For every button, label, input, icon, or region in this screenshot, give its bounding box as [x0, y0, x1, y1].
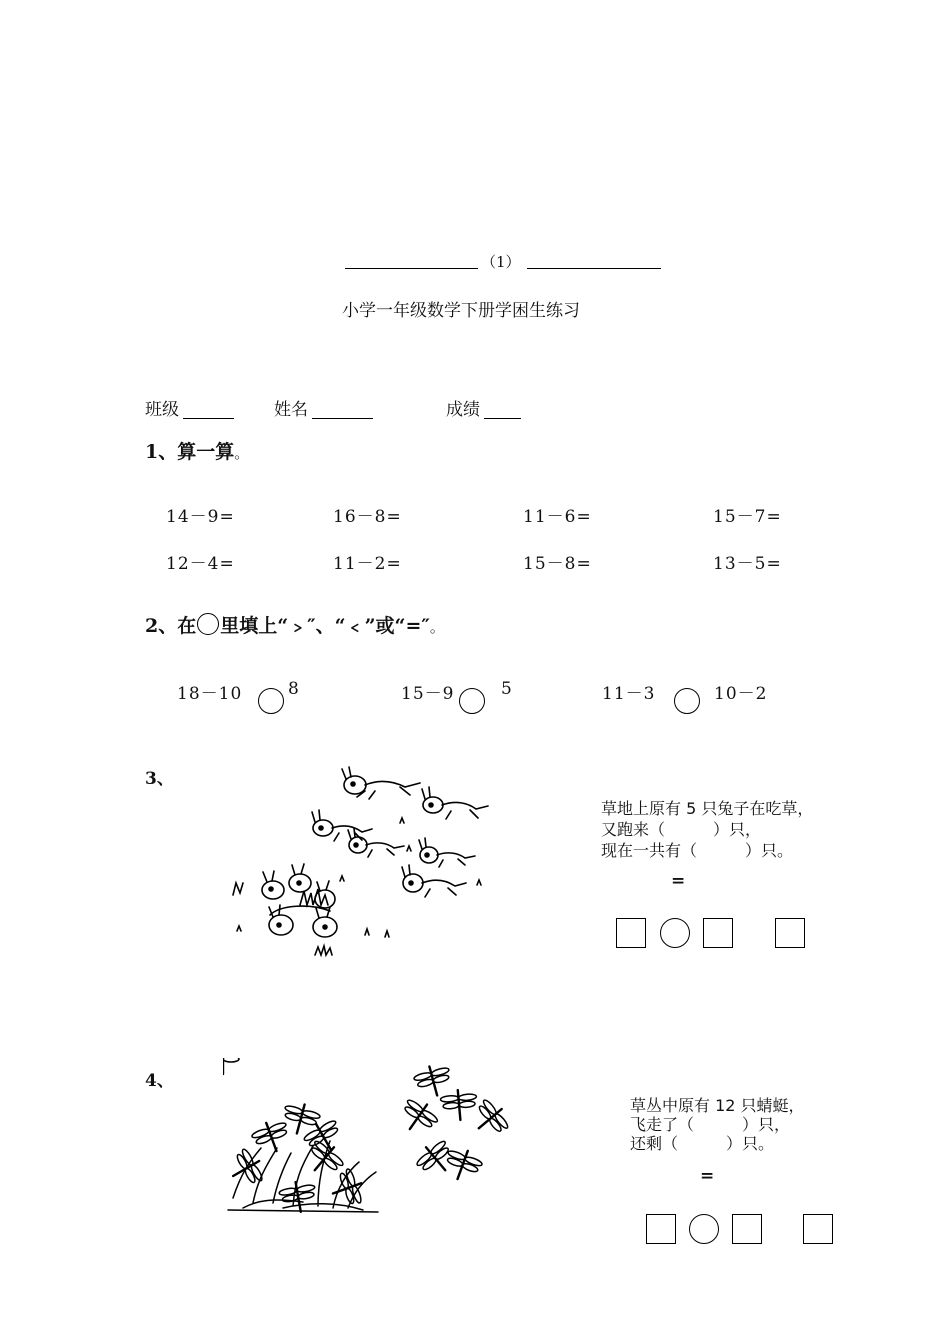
q3-answer-circle[interactable] [660, 918, 690, 948]
score-blank[interactable] [484, 418, 521, 419]
q3-answer-box-2[interactable] [703, 918, 733, 948]
q3-number: 3、 [145, 769, 174, 789]
q4-line-1: 草丛中原有 12 只蜻蜓， [630, 1096, 805, 1115]
q2-item-2-left: 15－9 [401, 684, 455, 704]
q1-heading-end: 。 [234, 444, 250, 462]
q1-heading [145, 437, 249, 464]
q2-heading-a: 2、在 [145, 615, 197, 637]
q2-item-1-left: 18－10 [177, 684, 243, 704]
q2-item-3-left: 11－3 [602, 684, 656, 704]
q3-line-1: 草地上原有 5 只兔子在吃草， [601, 799, 814, 818]
class-blank[interactable] [183, 418, 234, 419]
header-line-left [345, 268, 478, 269]
q2-item-1-circle[interactable] [258, 688, 284, 714]
header-line-right [527, 268, 661, 269]
q2-item-2-circle[interactable] [459, 688, 485, 714]
q1-heading-text: 算一算 [177, 441, 235, 463]
q1-eq-1-1: 14－9= [166, 507, 235, 527]
q4-answer-box-1[interactable] [646, 1214, 676, 1244]
q3-answer-box-3[interactable] [775, 918, 805, 948]
q4-line-2: 飞走了（ ）只， [630, 1115, 791, 1134]
rabbits-illustration [215, 765, 505, 965]
q2-item-3-circle[interactable] [674, 688, 700, 714]
q1-eq-1-2: 16－8= [333, 507, 402, 527]
page-title: 小学一年级数学下册学困生练习 [342, 301, 580, 321]
name-label: 姓名 [274, 400, 308, 420]
q4-answer-box-2[interactable] [732, 1214, 762, 1244]
q3-answer-box-1[interactable] [616, 918, 646, 948]
q2-heading [145, 611, 445, 638]
q4-answer-circle[interactable] [689, 1214, 719, 1244]
q4-equals: = [700, 1166, 715, 1186]
class-label: 班级 [145, 400, 179, 420]
circle-icon [197, 613, 219, 635]
q3-line-2: 又跑来（ ）只， [601, 820, 762, 839]
q4-number: 4、 [145, 1071, 174, 1091]
q1-heading-num: 1、 [145, 441, 178, 463]
q1-eq-1-3: 11－6= [523, 507, 592, 527]
q1-eq-2-3: 15－8= [523, 554, 592, 574]
q1-eq-2-1: 12－4= [166, 554, 235, 574]
q2-item-2-right: 5 [501, 679, 513, 699]
score-label: 成绩 [446, 400, 480, 420]
q1-eq-2-2: 11－2= [333, 554, 402, 574]
q2-heading-b: 里填上“﹥″、“﹤”或“=″ [220, 615, 430, 637]
dragonflies-illustration [223, 1058, 523, 1233]
q4-line-3: 还剩（ ）只。 [630, 1134, 775, 1153]
q3-equals: = [671, 871, 686, 891]
q1-eq-1-4: 15－7= [713, 507, 782, 527]
header-number: （1） [481, 253, 521, 271]
q4-answer-box-3[interactable] [803, 1214, 833, 1244]
q3-line-3: 现在一共有（ ）只。 [601, 841, 794, 860]
q2-item-1-right: 8 [288, 679, 300, 699]
q2-item-3-right: 10－2 [714, 684, 768, 704]
name-blank[interactable] [312, 418, 373, 419]
q2-heading-end: 。 [429, 618, 445, 636]
q1-eq-2-4: 13－5= [713, 554, 782, 574]
